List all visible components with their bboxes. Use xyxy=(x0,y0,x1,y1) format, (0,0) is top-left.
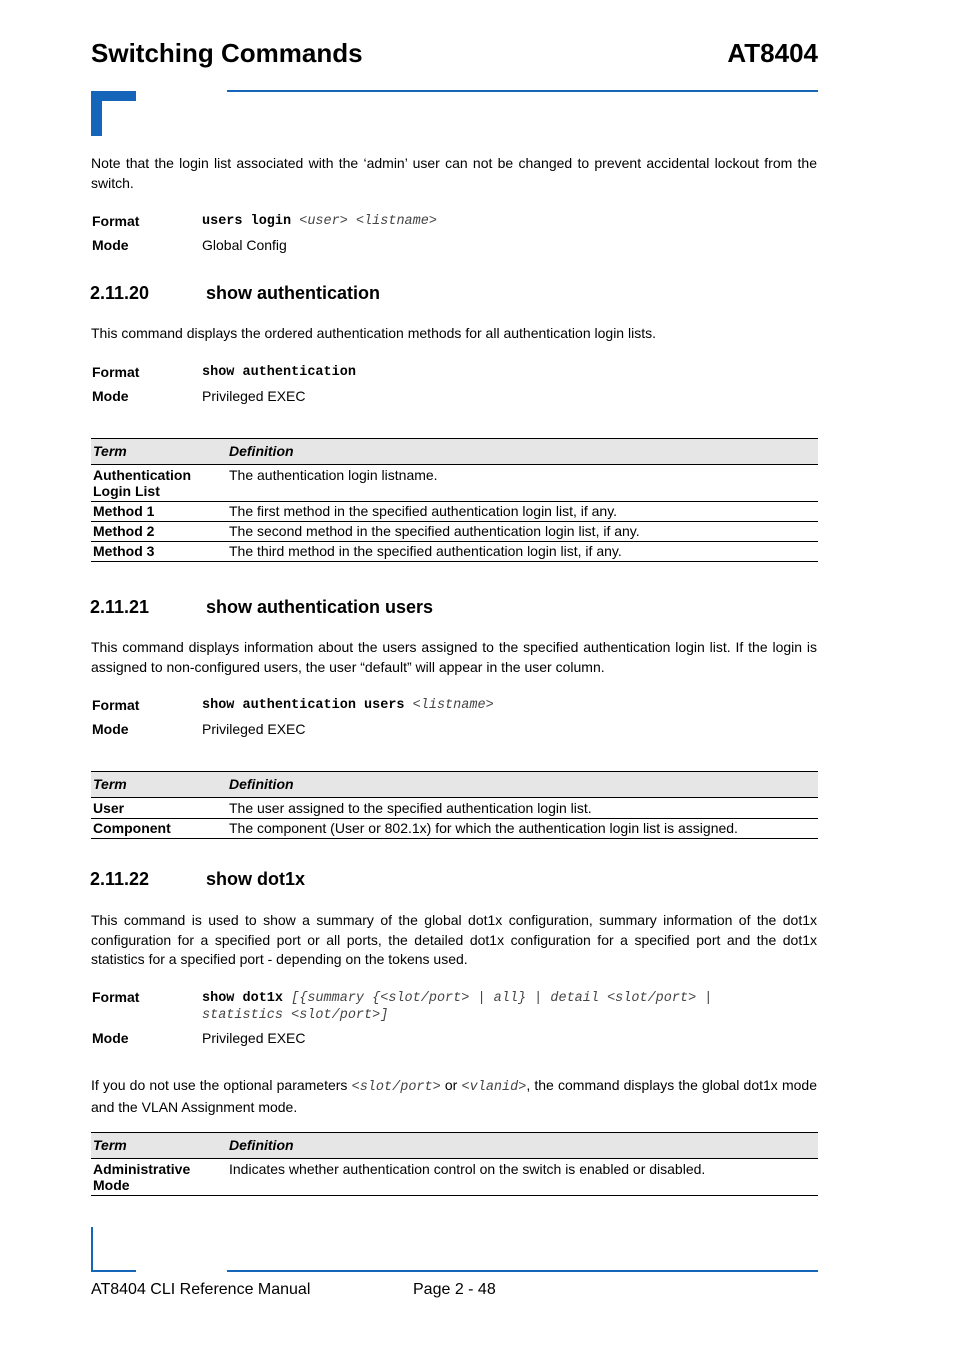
table-row xyxy=(91,522,818,542)
header-right-title: AT8404 xyxy=(727,38,818,68)
definition-table xyxy=(91,1132,818,1196)
section-title: show authentication xyxy=(206,283,381,303)
table-row xyxy=(91,502,818,522)
format-label: Format xyxy=(92,213,140,229)
mode-value: Privileged EXEC xyxy=(202,388,306,404)
table-head-term: Term xyxy=(91,439,227,465)
mode-value: Privileged EXEC xyxy=(202,721,306,737)
mode-label: Mode xyxy=(92,721,129,737)
format-command: show authentication xyxy=(202,365,356,380)
definition-cell: The component (User or 802.1x) for which the authentication login list is assigned. xyxy=(227,819,818,839)
footer-rule xyxy=(227,1270,818,1272)
definition-table xyxy=(91,438,818,562)
term-cell: Administrative Mode xyxy=(91,1159,227,1196)
intro-note: Note that the login list associated with the ‘admin’ user can not be changed to prevent accidental lockout from the switch. xyxy=(91,155,817,191)
mode-value: Global Config xyxy=(202,237,287,253)
section-number: 2.11.20 xyxy=(90,283,150,303)
term-cell: Method 2 xyxy=(91,522,227,542)
definition-cell: The authentication login listname. xyxy=(227,465,818,502)
table-head-definition: Definition xyxy=(227,772,818,798)
format-command: show dot1x [{summary {<slot/port> | all} | detail <slot/port> | statistics <slot/port>] xyxy=(202,991,713,1023)
corner-mark-bottom-vertical xyxy=(91,1227,93,1272)
mode-label: Mode xyxy=(92,237,129,253)
definition-cell: Indicates whether authentication control on the switch is enabled or disabled. xyxy=(227,1159,818,1196)
table-head-definition: Definition xyxy=(227,439,818,465)
table-head-term: Term xyxy=(91,772,227,798)
definition-cell: The user assigned to the specified authentication login list. xyxy=(227,798,818,819)
header-left-title: Switching Commands xyxy=(91,38,363,68)
table-row xyxy=(91,1159,818,1196)
term-cell: Method 3 xyxy=(91,542,227,562)
footer-manual-title: AT8404 CLI Reference Manual xyxy=(91,1281,311,1298)
optional-parameters-note: If you do not use the optional parameters <slot/port> or <vlanid>, the command displays the global dot1x mode and the VLAN Assignment mode. xyxy=(91,1077,817,1115)
definition-cell: The first method in the specified authentication login list, if any. xyxy=(227,502,818,522)
format-label: Format xyxy=(92,989,140,1005)
table-row xyxy=(91,798,818,819)
term-cell: Method 1 xyxy=(91,502,227,522)
corner-mark-top-vertical xyxy=(91,91,102,136)
footer-page-number: Page 2 - 48 xyxy=(413,1281,496,1298)
section-number: 2.11.21 xyxy=(90,597,150,617)
mode-label: Mode xyxy=(92,1030,129,1046)
format-label: Format xyxy=(92,364,140,380)
format-command: users login <user> <listname> xyxy=(202,214,437,229)
table-row xyxy=(91,465,818,502)
table-row xyxy=(91,819,818,839)
corner-mark-bottom-horizontal xyxy=(91,1270,136,1272)
section-title: show dot1x xyxy=(206,869,306,889)
table-head-definition: Definition xyxy=(227,1133,818,1159)
table-head-term: Term xyxy=(91,1133,227,1159)
term-cell: Component xyxy=(91,819,227,839)
section-description: This command is used to show a summary of the global dot1x configuration, summary information of the dot1x configuration for a specified port or all ports, the detailed dot1x configuration for a specified port and the dot1x statistics for a specified port - depending on the tokens used. xyxy=(91,912,817,967)
definition-table xyxy=(91,771,818,839)
definition-cell: The third method in the specified authentication login list, if any. xyxy=(227,542,818,562)
section-description: This command displays information about the users assigned to the specified authentication login list. If the login is assigned to non-configured users, the user “default” will appear in the user column. xyxy=(91,639,817,675)
format-label: Format xyxy=(92,697,140,713)
header-rule xyxy=(227,90,818,92)
term-cell: Authentication Login List xyxy=(91,465,227,502)
format-command: show authentication users <listname> xyxy=(202,698,494,713)
section-title: show authentication users xyxy=(206,597,434,617)
section-description: This command displays the ordered authentication methods for all authentication login lists. xyxy=(91,325,656,341)
mode-value: Privileged EXEC xyxy=(202,1030,306,1046)
term-cell: User xyxy=(91,798,227,819)
mode-label: Mode xyxy=(92,388,129,404)
definition-cell: The second method in the specified authentication login list, if any. xyxy=(227,522,818,542)
section-number: 2.11.22 xyxy=(90,869,150,889)
table-row xyxy=(91,542,818,562)
